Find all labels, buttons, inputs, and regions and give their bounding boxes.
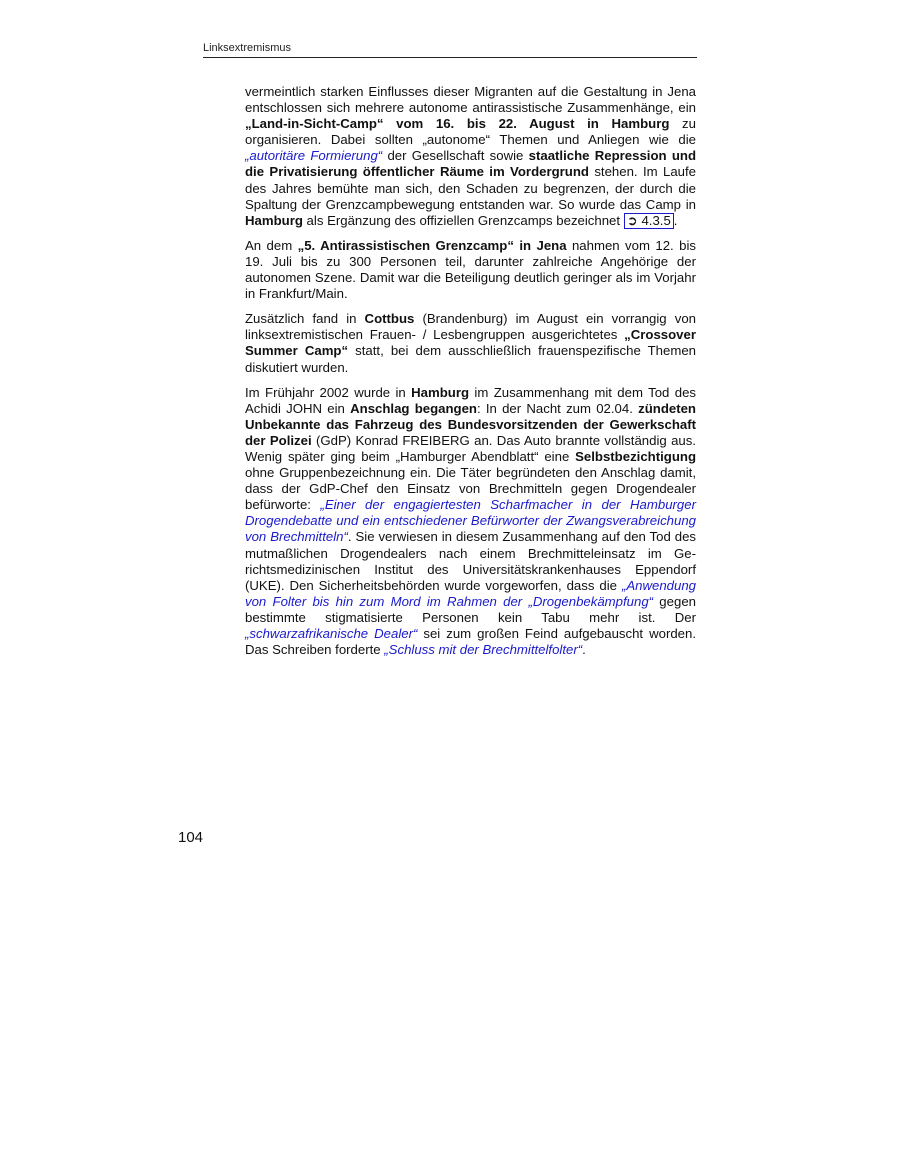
text: nahmen vom 12. bis 19. Juli bis zu 300 Personen teil, darunter zahlreiche Angehörige der autonomen Szene. Damit war die Beteiligung deutlich geringer als im Vorjahr in Frankfurt/Main. — [245, 237, 696, 302]
running-head: Linksextremismus — [203, 42, 697, 58]
text: gegen bestimmte stigmatisierte Personen kein Tabu mehr ist. Der — [245, 593, 696, 625]
text: . — [582, 642, 586, 658]
bold-text: Hamburg — [411, 384, 470, 400]
quotation: „schwarzafrikanische Dealer“ — [245, 626, 418, 641]
bold-text: Cottbus — [364, 311, 415, 327]
text: statt, bei dem ausschließlich frauenspezifische Themen diskutiert wurden. — [245, 343, 696, 375]
quotation: „Schluss mit der Brechmittelfolter“ — [384, 642, 583, 658]
paragraph-grenzcamp-jena — [245, 238, 696, 302]
text: vermeintlich starken Einflusses dieser Migranten auf die Gestaltung in Jena entschlossen sich mehrere autonome antirassistische Zusammenhänge, ein — [245, 84, 696, 116]
paragraph-cottbus — [245, 311, 696, 375]
quotation: „Einer der engagiertesten Scharfmacher in der Hamburger Drogendebatte und ein entschiedener Befürworter der Zwangsverabreichung von Brechmitteln“ — [245, 497, 696, 545]
page-number: 104 — [178, 829, 204, 846]
bold-text: „Crossover Summer Camp“ — [245, 327, 696, 359]
text: An dem — [245, 237, 298, 253]
bold-text: „5. Antirassistischen Grenzcamp“ in Jena — [297, 237, 567, 253]
text: Zusätzlich fand in — [245, 311, 365, 327]
text: zu organisieren. Dabei sollten „autonome“ Themen und Anliegen wie die — [245, 116, 696, 148]
quotation: „autoritäre Formierung“ — [245, 148, 383, 164]
text: als Ergänzung des offiziellen Grenzcamps bezeichnet — [302, 212, 624, 228]
text: ohne Gruppenbezeichnung ein. Die Täter begründeten den Anschlag damit, dass der GdP-Chef den Einsatz von Brechmitteln gegen Drogendealer befürworte: — [245, 465, 696, 513]
text: (GdP) Konrad FREIBERG an. Das Auto brannte vollständig aus. Wenig später ging beim „Hamburger Abendblatt“ eine — [245, 432, 696, 464]
bold-text: staatliche Repression und die Privatisierung öffentlicher Räume im Vordergrund — [245, 148, 697, 180]
bold-text: zündeten Unbekannte das Fahrzeug des Bundesvorsitzenden der Gewerkschaft der Polizei — [245, 400, 696, 448]
text: . Sie verwiesen in diesem Zusammenhang auf den Tod des mutmaßlichen Drogendealers nach einem Brechmitteleinsatz im Gerichtsmedizinischen Institut des Universitätskrankenhauses Eppendorf (UKE). Den Sicherheitsbehörden wurde vorgeworfen, dass die — [245, 529, 696, 593]
text: : In der Nacht zum 02.04. — [476, 400, 639, 416]
arrow-icon: ➲ — [626, 212, 638, 228]
text: der Gesellschaft sowie — [382, 148, 529, 164]
text: (Brandenburg) im August ein vorrangig von linksextremistischen Frauen- / Lesbengruppen ausgerichtetes — [245, 311, 696, 343]
text: Im Frühjahr 2002 wurde in — [245, 384, 412, 400]
text: . — [673, 212, 678, 228]
paragraph-land-in-sicht-camp — [245, 84, 696, 229]
text: im Zusammenhang mit dem Tod des Achidi JOHN ein — [245, 384, 696, 416]
cross-reference-link[interactable] — [624, 213, 674, 229]
bold-text: Hamburg — [245, 212, 303, 228]
paragraph-hamburg-anschlag — [245, 385, 696, 659]
bold-text: Selbstbezichtigung — [575, 448, 696, 464]
body-text — [245, 84, 696, 667]
text: stehen. Im Laufe des Jahres bemühte man sich, den Schaden zu begrenzen, der durch die Spaltung der Grenzcampbewegung entstanden war. So wurde das Camp in — [245, 164, 696, 212]
text: sei zum großen Feind aufgebauscht worden. Das Schreiben forderte — [245, 626, 697, 658]
quotation: „Anwendung von Folter bis hin zum Mord im Rahmen der „Drogenbekämpfung“ — [245, 577, 696, 609]
bold-text: „Land-in-Sicht-Camp“ vom 16. bis 22. August in Hamburg — [245, 116, 670, 132]
reference-number: 4.3.5 — [637, 212, 671, 228]
bold-text: Anschlag begangen — [350, 400, 477, 416]
